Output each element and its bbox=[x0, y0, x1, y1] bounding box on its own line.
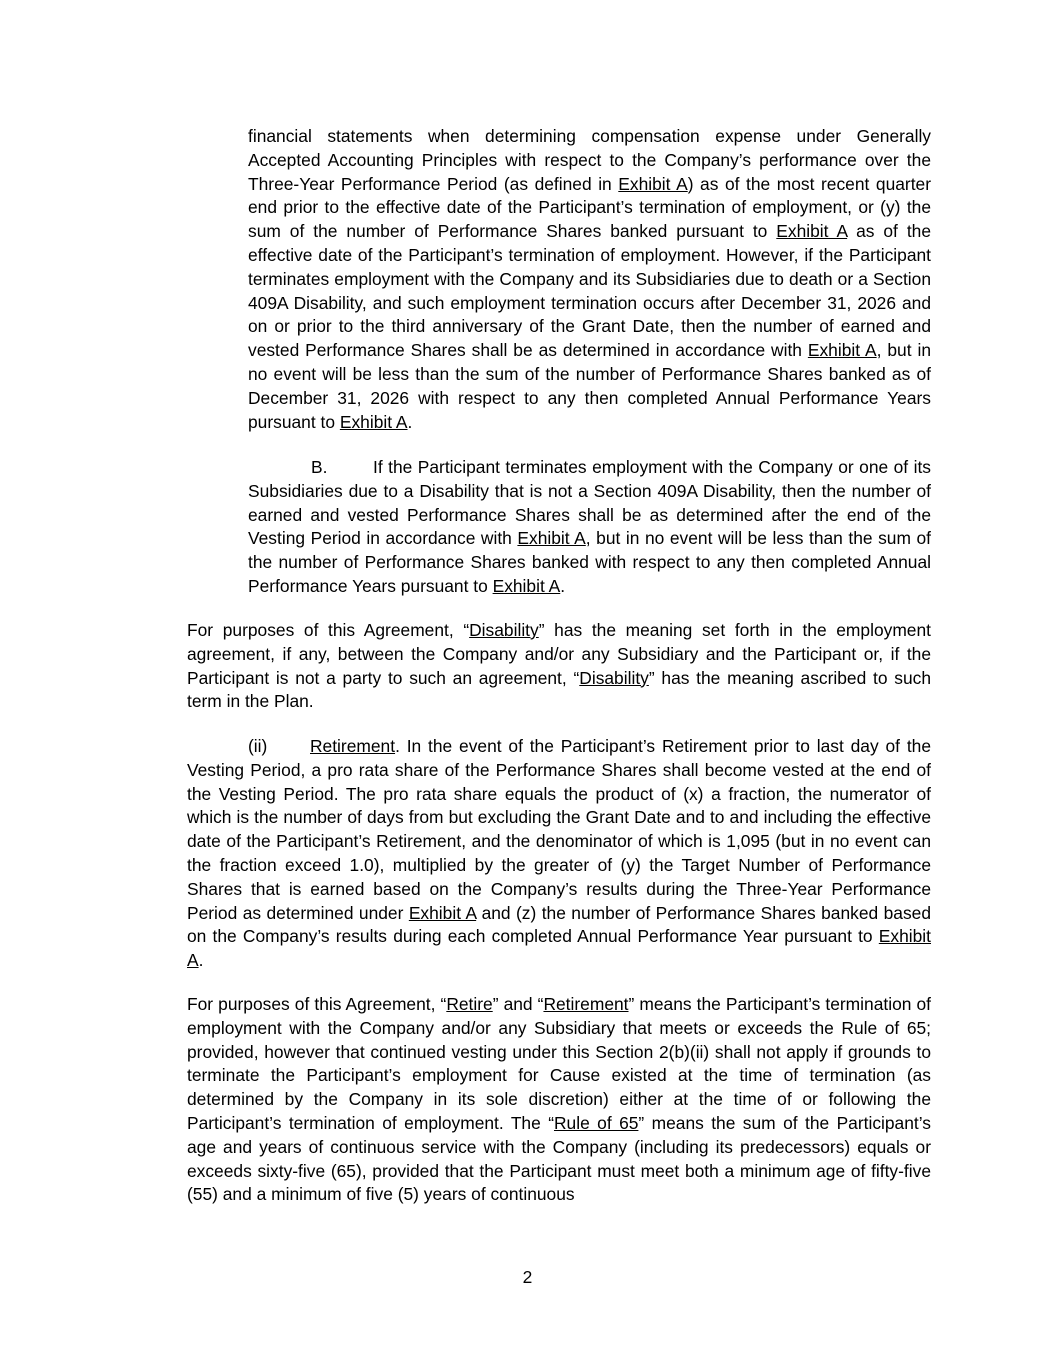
text-run: , but in no event will be less than the sum of the number of Performance Shares banked as of December 31, 2026 with respect to any then completed Annual Performance Years pursuant to bbox=[248, 340, 931, 432]
text-run: . In the event of the Participant’s Retirement prior to last day of the Vesting Period, a pro rata share of the Performance Shares shall become vested at the end of the Vesting Period. The pro rata share equals the product of (x) a fraction, the numerator of which is the number of days from but excluding the Grant Date and to and including the effective date of the Participant’s Retirement, and the denominator of which is 1,095 (but in no event can the fraction exceed 1.0), multiplied by the greater of (y) the Target Number of Performance Shares that is earned based on the Company’s results during the Three-Year Performance Period as determined under bbox=[187, 736, 931, 923]
paragraph-termination-death bbox=[248, 125, 931, 434]
defined-term-disability: Disability bbox=[579, 667, 649, 688]
exhibit-a-reference: Exhibit A bbox=[517, 528, 586, 549]
paragraph-disability-definition bbox=[187, 619, 931, 714]
text-run: . bbox=[407, 411, 413, 432]
text-run: , but in no event will be less than the sum of the number of Performance Shares banked with respect to any then completed Annual Performance Years pursuant to bbox=[248, 528, 931, 596]
text-run: and (z) the number of Performance Shares banked based on the Company’s results during each completed Annual Performance Year pursuant to bbox=[187, 902, 931, 947]
exhibit-a-reference: Exhibit A bbox=[618, 173, 688, 194]
text-run: as of the effective date of the Participant’s termination of employment. However, if the Participant terminates employment with the Company and its Subsidiaries due to death or a Section 409A Disability, and such employment termination occurs after December 31, 2026 and on or prior to the third anniversary of the Grant Date, then the number of earned and vested Performance Shares shall be as determined in accordance with bbox=[248, 221, 931, 361]
section-label-ii: (ii) bbox=[248, 736, 268, 756]
exhibit-a-reference: Exhibit A bbox=[408, 902, 477, 923]
text-run: For purposes of this Agreement, “ bbox=[187, 620, 470, 640]
text-run: . bbox=[198, 950, 204, 971]
section-heading-retirement: Retirement bbox=[310, 736, 396, 756]
text-run: ” has the meaning set forth in the employment agreement, if any, between the Company and/or any Subsidiary and the Participant or, if the Participant is not a party to such an agreement, “ bbox=[187, 620, 931, 688]
defined-term-retire: Retire bbox=[446, 994, 493, 1014]
text-run: ” has the meaning ascribed to such term in the Plan. bbox=[187, 667, 931, 712]
defined-term-disability: Disability bbox=[469, 620, 539, 640]
text-run: ” means the Participant’s termination of employment with the Company and/or any Subsidiary that meets or exceeds the Rule of 65; provided, however that continued vesting under this Section 2(b)(ii) shall not apply if grounds to terminate the Participant’s employment for Cause existed at the time of termination (as determined by the Company in its sole discretion) either at the time of or following the Participant’s termination of employment. The “ bbox=[187, 994, 931, 1133]
exhibit-a-reference: Exhibit A bbox=[339, 411, 408, 432]
text-run: ” means the sum of the Participant’s age and years of continuous service with the Company (including its predecessors) equals or exceeds sixty-five (65), provided that the Participant must meet both a minimum age of fifty-five (55) and a minimum of five (5) years of continuous bbox=[187, 1112, 931, 1205]
section-label-b: B. bbox=[311, 457, 328, 477]
page-number: 2 bbox=[522, 1267, 533, 1287]
text-run: For purposes of this Agreement, “ bbox=[187, 994, 447, 1014]
paragraph-retirement-definition bbox=[187, 993, 931, 1207]
exhibit-a-reference: Exhibit A bbox=[807, 340, 877, 361]
text-run: ) as of the most recent quarter end prior to the effective date of the Participant’s termination of employment, or (y) the sum of the number of Performance Shares banked pursuant to bbox=[248, 173, 932, 242]
text-run: ” and “ bbox=[492, 994, 544, 1014]
exhibit-a-reference: Exhibit A bbox=[776, 221, 848, 242]
paragraph-ii-retirement bbox=[187, 735, 931, 973]
defined-term-rule-of-65: Rule of 65 bbox=[553, 1112, 639, 1133]
paragraph-b-disability bbox=[248, 456, 931, 599]
exhibit-a-reference: Exhibit A bbox=[492, 575, 561, 596]
text-run: If the Participant terminates employment with the Company or one of its Subsidiaries due to a Disability that is not a Section 409A Disability, then the number of earned and vested Performance Shares shall be as determined after the end of the Vesting Period in accordance with bbox=[248, 457, 931, 549]
exhibit-a-reference: Exhibit A bbox=[187, 926, 931, 971]
defined-term-retirement: Retirement bbox=[543, 994, 629, 1014]
text-run: financial statements when determining compensation expense under Generally Accepted Accounting Principles with respect to the Company’s performance over the Three-Year Performance Period (as defined in bbox=[248, 126, 931, 194]
text-run: . bbox=[560, 575, 566, 596]
